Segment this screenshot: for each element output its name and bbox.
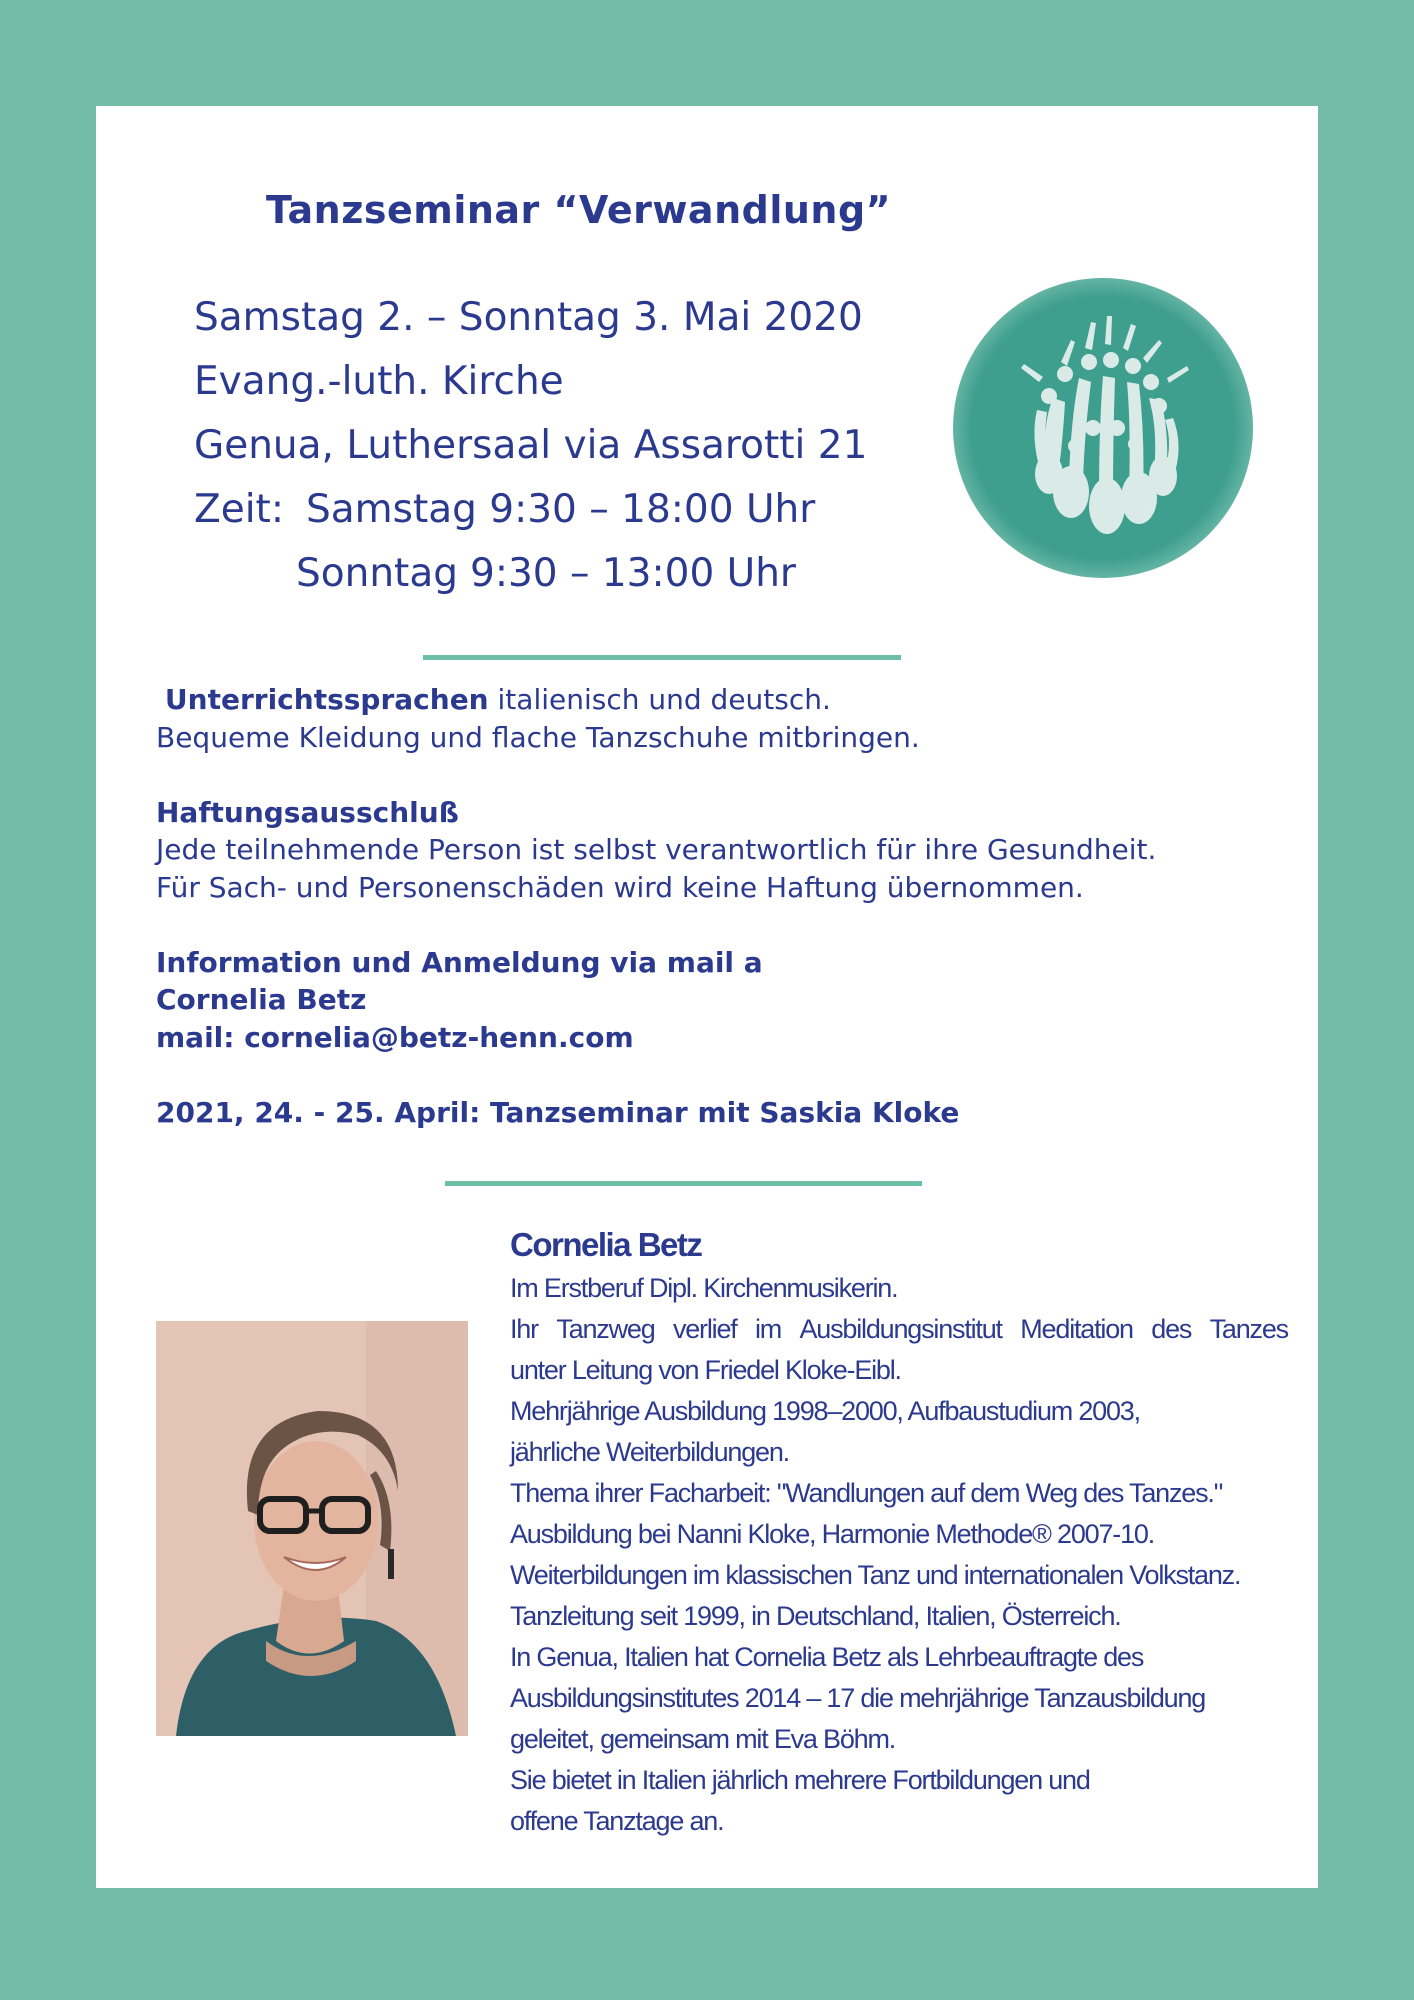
bio-line: Thema ihrer Facharbeit: "Wandlungen auf dem Weg des Tanzes." bbox=[510, 1478, 1223, 1508]
bio-line: geleitet, gemeinsam mit Eva Böhm. bbox=[510, 1724, 896, 1754]
bio-line-justified: Ihr Tanzweg verlief im Ausbildungsinstitut Meditation des Tanzes bbox=[510, 1314, 1288, 1344]
portrait-photo bbox=[156, 1321, 468, 1736]
bio-line: Ausbildung bei Nanni Kloke, Harmonie Methode® 2007-10. bbox=[510, 1519, 1155, 1549]
divider-top bbox=[423, 655, 901, 660]
languages-line bbox=[156, 681, 1276, 719]
flyer-card bbox=[96, 106, 1318, 1888]
languages-label: Unterrichtssprachen bbox=[164, 683, 489, 716]
divider-bottom bbox=[445, 1181, 922, 1186]
bio-section bbox=[510, 1222, 1288, 1842]
time-label: Zeit: bbox=[194, 487, 284, 532]
event-date: Samstag 2. – Sonntag 3. Mai 2020 bbox=[194, 295, 863, 340]
event-time-sunday-row bbox=[194, 542, 867, 606]
languages-text: italienisch und deutsch. bbox=[488, 683, 831, 716]
bio-name: Cornelia Betz bbox=[510, 1226, 702, 1263]
bio-line: Sie bietet in Italien jährlich mehrere Fortbildungen und bbox=[510, 1765, 1090, 1795]
event-venue: Genua, Luthersaal via Assarotti 21 bbox=[194, 423, 868, 468]
time-sunday-hours: 9:30 – 13:00 Uhr bbox=[470, 551, 796, 596]
bio-line: Im Erstberuf Dipl. Kirchenmusikerin. bbox=[510, 1273, 898, 1303]
clothing-line: Bequeme Kleidung und flache Tanzschuhe mitbringen. bbox=[156, 720, 920, 754]
dancers-medallion-image bbox=[953, 278, 1253, 578]
info-section bbox=[156, 681, 1276, 1131]
dancers-illustration-icon bbox=[953, 278, 1253, 578]
time-saturday: Samstag 9:30 – 18:00 Uhr bbox=[305, 487, 816, 532]
portrait-icon bbox=[156, 1321, 468, 1736]
bio-line: In Genua, Italien hat Cornelia Betz als Lehrbeauftragte des bbox=[510, 1642, 1144, 1672]
next-event: 2021, 24. - 25. April: Tanzseminar mit Saskia Kloke bbox=[156, 1095, 960, 1129]
liability-line-1: Jede teilnehmende Person ist selbst verantwortlich für ihre Gesundheit. bbox=[156, 833, 1157, 866]
bio-line: Ausbildungsinstitutes 2014 – 17 die mehrjährige Tanzausbildung bbox=[510, 1683, 1206, 1713]
bio-line: Tanzleitung seit 1999, in Deutschland, Italien, Österreich. bbox=[510, 1601, 1121, 1631]
event-church: Evang.-luth. Kirche bbox=[194, 359, 564, 404]
contact-line: Information und Anmeldung via mail a bbox=[156, 945, 763, 979]
bio-line: Weiterbildungen im klassischen Tanz und internationalen Volkstanz. bbox=[510, 1560, 1241, 1590]
bio-line: offene Tanztage an. bbox=[510, 1806, 724, 1836]
bio-line: unter Leitung von Friedel Kloke-Eibl. bbox=[510, 1355, 901, 1385]
time-sunday-day: Sonntag bbox=[296, 551, 458, 596]
liability-line-2: Für Sach- und Personenschäden wird keine Haftung übernommen. bbox=[156, 870, 1084, 904]
event-title: Tanzseminar “Verwandlung” bbox=[266, 188, 892, 232]
contact-name: Cornelia Betz bbox=[156, 983, 367, 1016]
event-time-saturday-row bbox=[194, 478, 867, 542]
liability-heading: Haftungsausschluß bbox=[156, 795, 459, 829]
event-details bbox=[194, 286, 867, 606]
contact-mail: mail: cornelia@betz-henn.com bbox=[156, 1020, 634, 1054]
bio-line: jährliche Weiterbildungen. bbox=[510, 1437, 789, 1467]
bio-line: Mehrjährige Ausbildung 1998–2000, Aufbaustudium 2003, bbox=[510, 1396, 1140, 1426]
